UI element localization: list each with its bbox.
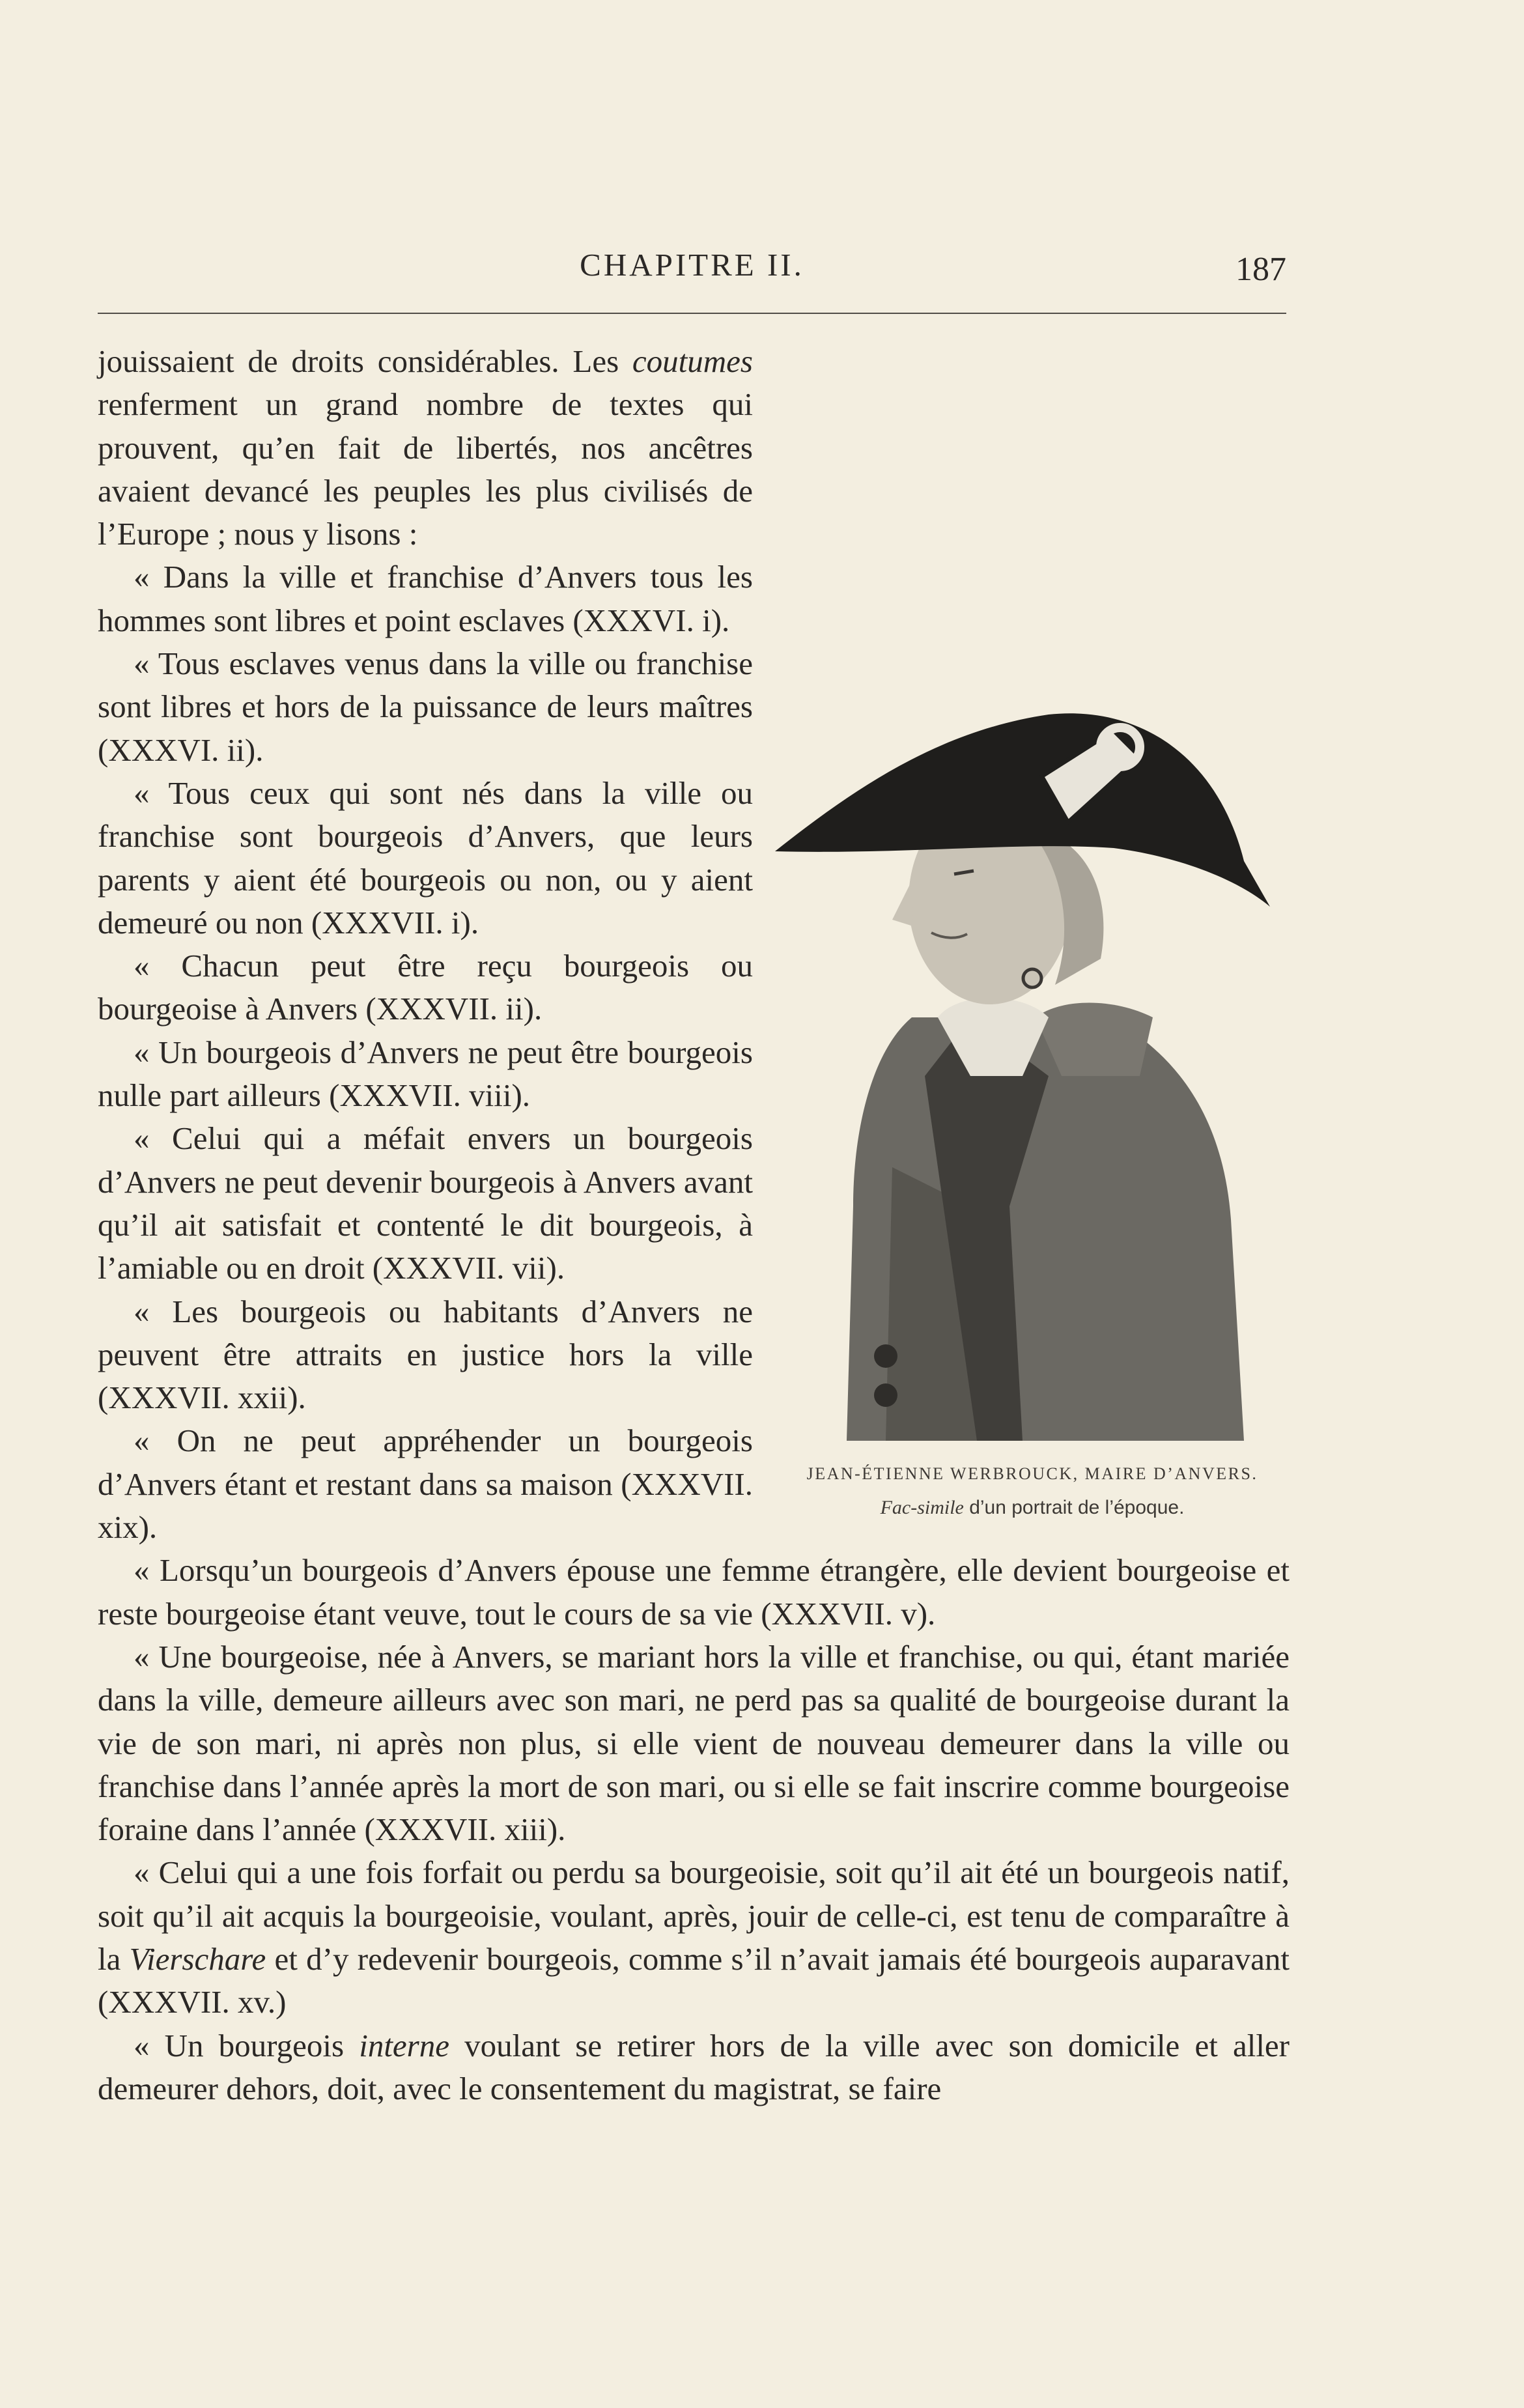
paragraph: « Celui qui a une fois forfait ou perdu sa bourgeoisie, soit qu’il ait été un bourgeois natif, soit qu’il ait acquis la bourgeoisie, voulant, après, jouir de celle-ci, est tenu de comparaître à la Vierschare et d’y redevenir bourgeois, comme s’il n’avait jamais été bourgeois auparavant (XXXVII. xv.) bbox=[98, 1854, 1290, 2020]
portrait-illustration bbox=[775, 711, 1270, 1447]
figure-caption bbox=[775, 1457, 1290, 1525]
paragraph: jouissaient de droits considérables. Les coutumes renferment un grand nombre de textes qui prouvent, qu’en fait de libertés, nos ancêtres avaient devancé les peuples les plus civilisés de l’Europe ; nous y lisons : bbox=[98, 343, 753, 552]
paragraph: « Les bourgeois ou habitants d’Anvers ne peuvent être attraits en justice hors la ville (XXXVII. xxii). bbox=[98, 1293, 753, 1416]
portrait-figure bbox=[775, 340, 1290, 1543]
paragraph: « Une bourgeoise, née à Anvers, se mariant hors la ville et franchise, ou qui, étant mariée dans la ville, demeure ailleurs avec son mari, ne perd pas sa qualité de bourgeoise durant la vie de son mari, ni après non plus, si elle vient de nouveau demeurer dans la ville ou franchise dans l’année après la mort de son mari, ou si elle se fait inscrire comme bourgeoise foraine dans l’année (XXXVII. xiii). bbox=[98, 1638, 1290, 1848]
page-header bbox=[98, 246, 1286, 292]
paragraph: « Un bourgeois interne voulant se retirer hors de la ville avec son domicile et aller demeurer dehors, doit, avec le consentement du magistrat, se faire bbox=[98, 2027, 1290, 2106]
paragraph: « Dans la ville et franchise d’Anvers tous les hommes sont libres et point esclaves (XXXVI. i). bbox=[98, 559, 753, 638]
paragraph: « Celui qui a méfait envers un bourgeois d’Anvers ne peut devenir bourgeois à Anvers avant qu’il ait satisfait et contenté le dit bourgeois, à l’amiable ou en droit (XXXVII. vii). bbox=[98, 1120, 753, 1286]
header-rule bbox=[98, 313, 1286, 314]
caption-source-text: d’un portrait de l’époque. bbox=[963, 1497, 1185, 1518]
body-text bbox=[98, 340, 1290, 2110]
caption-source-italic: Fac-simile bbox=[880, 1497, 964, 1518]
caption-name: JEAN-ÉTIENNE WERBROUCK, MAIRE D’ANVERS. bbox=[806, 1464, 1258, 1483]
paragraph: « Un bourgeois d’Anvers ne peut être bourgeois nulle part ailleurs (XXXVII. viii). bbox=[98, 1034, 753, 1114]
paragraph: « Tous ceux qui sont nés dans la ville ou franchise sont bourgeois d’Anvers, que leurs parents y aient été bourgeois ou non, ou y aient demeuré ou non (XXXVII. i). bbox=[98, 774, 753, 941]
chapter-title: CHAPITRE II. bbox=[580, 247, 804, 283]
paragraph: « On ne peut appréhender un bourgeois d’Anvers étant et restant dans sa maison (XXXVII. xix). bbox=[98, 1423, 753, 1546]
paragraph: « Lorsqu’un bourgeois d’Anvers épouse une femme étrangère, elle devient bourgeoise et reste bourgeoise étant veuve, tout le cours de sa vie (XXXVII. v). bbox=[98, 1552, 1290, 1632]
paragraph: « Tous esclaves venus dans la ville ou franchise sont libres et hors de la puissance de leurs maîtres (XXXVI. ii). bbox=[98, 645, 753, 768]
paragraph: « Chacun peut être reçu bourgeois ou bourgeoise à Anvers (XXXVII. ii). bbox=[98, 948, 753, 1027]
caption-source bbox=[775, 1491, 1290, 1525]
page-number: 187 bbox=[1235, 251, 1286, 288]
